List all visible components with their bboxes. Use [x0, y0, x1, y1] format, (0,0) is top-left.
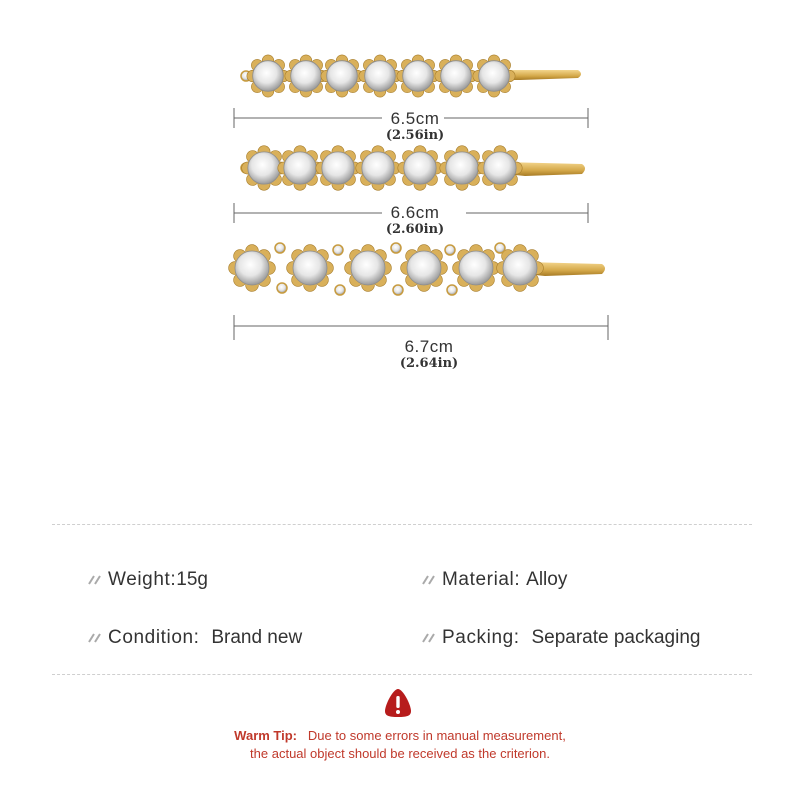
spec-packing	[422, 627, 700, 649]
divider-bottom	[52, 674, 752, 675]
double-slash-icon	[88, 575, 102, 585]
spec-weight	[88, 569, 208, 591]
warm-tip-text-1: Due to some errors in manual measurement,	[307, 728, 566, 743]
spec-weight-value: 15g	[176, 569, 208, 590]
warm-tip-line-2	[0, 745, 800, 762]
warm-tip-label: Warm Tip:	[234, 728, 298, 743]
measure-cm-1: 6.5cm	[390, 109, 440, 128]
measure-label-3	[384, 338, 474, 371]
measure-in-1: (2.56in)	[385, 128, 445, 143]
measure-label-2	[370, 204, 460, 237]
measure-cm-3: 6.7cm	[404, 337, 454, 356]
spec-condition-value: Brand new	[211, 627, 303, 648]
warm-tip-text-2: the actual object should be received as the criterion.	[250, 746, 550, 761]
spec-packing-label: Packing:	[442, 627, 520, 648]
hairpin-3	[229, 243, 605, 295]
warm-tip-line-1	[0, 727, 800, 744]
double-slash-icon	[88, 633, 102, 643]
double-slash-icon	[422, 633, 436, 643]
hairpin-1	[241, 55, 581, 97]
measure-in-2: (2.60in)	[385, 222, 445, 237]
spec-material-label: Material:	[442, 569, 521, 590]
hairpin-2	[241, 146, 585, 191]
spec-material-value: Alloy	[526, 569, 568, 590]
spec-condition	[88, 627, 302, 649]
warning-icon	[383, 687, 413, 719]
measure-in-3: (2.64in)	[399, 356, 459, 371]
measure-label-1	[370, 110, 460, 143]
double-slash-icon	[422, 575, 436, 585]
spec-packing-value: Separate packaging	[531, 627, 701, 648]
spec-material	[422, 569, 567, 591]
measure-cm-2: 6.6cm	[390, 203, 440, 222]
spec-weight-label: Weight:	[108, 569, 177, 590]
spec-condition-label: Condition:	[108, 627, 200, 648]
divider-top	[52, 524, 752, 525]
